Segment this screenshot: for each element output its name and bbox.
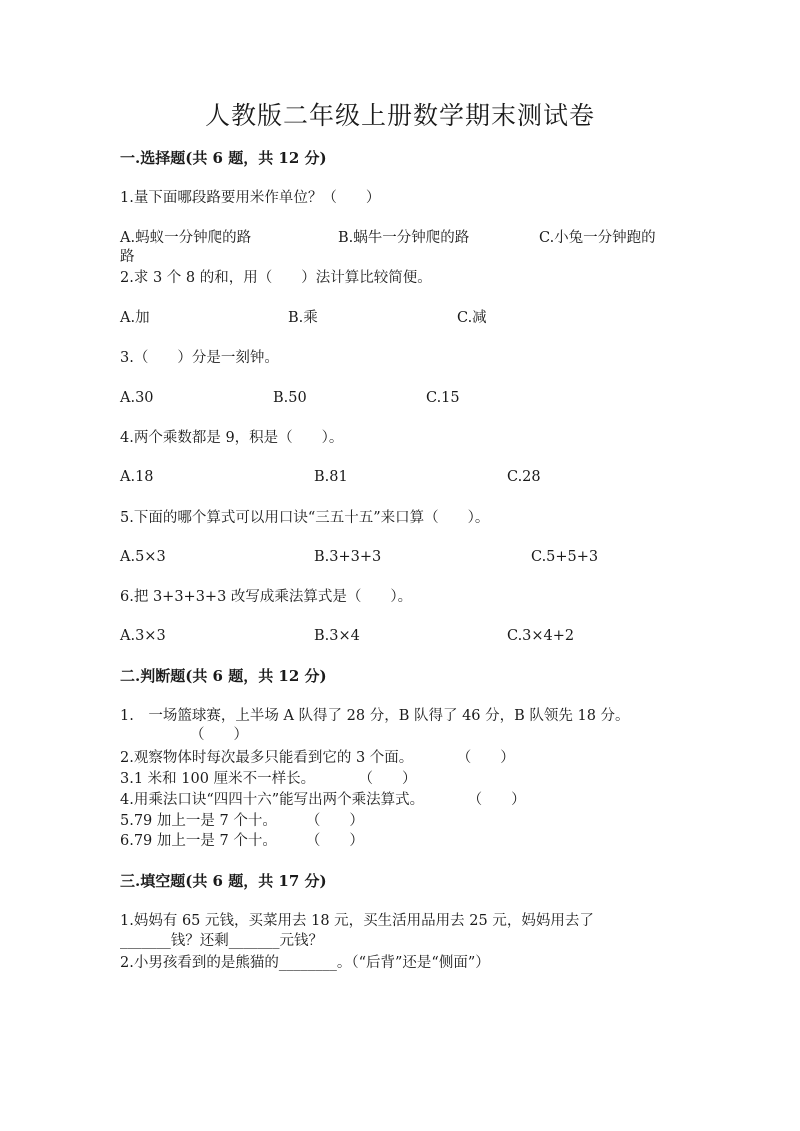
- option-a: A.加: [120, 310, 150, 326]
- option-b: B.蜗牛一分钟爬的路: [338, 230, 470, 246]
- option-a: A.18: [120, 469, 154, 485]
- option-b: B.81: [314, 469, 348, 485]
- section-heading-judgement: 二.判断题(共 6 题，共 12 分): [120, 667, 327, 685]
- option-c: C.28: [507, 469, 541, 485]
- judgement-line: 6.79 加上一是 7 个十。 （ ）: [120, 833, 364, 849]
- question-stem: 5.下面的哪个算式可以用口诀“三五十五”来口算（ ）。: [120, 510, 490, 526]
- option-c: C.5+5+3: [531, 549, 599, 565]
- option-b: B.3×4: [314, 628, 360, 644]
- option-c: C.减: [457, 310, 487, 326]
- question-stem: 4.两个乘数都是 9，积是（ ）。: [120, 430, 344, 446]
- judgement-line: 2.观察物体时每次最多只能看到它的 3 个面。 （ ）: [120, 750, 515, 766]
- option-a: A.3×3: [120, 628, 166, 644]
- judgement-line: 4.用乘法口诀“四四十六”能写出两个乘法算式。 （ ）: [120, 792, 526, 808]
- option-a: A.5×3: [120, 549, 166, 565]
- fill-in-line: 1.妈妈有 65 元钱，买菜用去 18 元，买生活用品用去 25 元，妈妈用去了: [120, 913, 594, 929]
- option-b: B.50: [273, 390, 307, 406]
- option-a: A.蚂蚁一分钟爬的路: [120, 230, 252, 246]
- judgement-line: 3.1 米和 100 厘米不一样长。 （ ）: [120, 771, 417, 787]
- option-b: B.乘: [288, 310, 318, 326]
- question-stem: 3.（ ）分是一刻钟。: [120, 350, 279, 366]
- fill-in-line: 2.小男孩看到的是熊猫的________。（“后背”还是“侧面”）: [120, 955, 490, 971]
- option-a: A.30: [120, 390, 154, 406]
- option-c: C.小兔一分钟跑的: [539, 230, 656, 246]
- answer-blank: （ ）: [190, 727, 248, 743]
- judgement-line: 1. 一场篮球赛，上半场 A 队得了 28 分，B 队得了 46 分，B 队领先 18 分。: [120, 708, 630, 724]
- option-c: C.15: [426, 390, 460, 406]
- judgement-line: 5.79 加上一是 7 个十。 （ ）: [120, 813, 364, 829]
- section-heading-choice: 一.选择题(共 6 题，共 12 分): [120, 149, 327, 167]
- option-c: C.3×4+2: [507, 628, 575, 644]
- question-stem: 2.求 3 个 8 的和，用（ ）法计算比较简便。: [120, 270, 432, 286]
- section-heading-fill-in: 三.填空题(共 6 题，共 17 分): [120, 872, 327, 890]
- option-c-wrap: 路: [120, 249, 135, 265]
- question-stem: 6.把 3+3+3+3 改写成乘法算式是（ ）。: [120, 589, 413, 605]
- option-b: B.3+3+3: [314, 549, 382, 565]
- question-stem: 1.量下面哪段路要用米作单位？（ ）: [120, 190, 381, 206]
- page-title: 人教版二年级上册数学期末测试卷: [204, 101, 595, 130]
- fill-in-line: _______钱？还剩_______元钱？: [120, 933, 323, 949]
